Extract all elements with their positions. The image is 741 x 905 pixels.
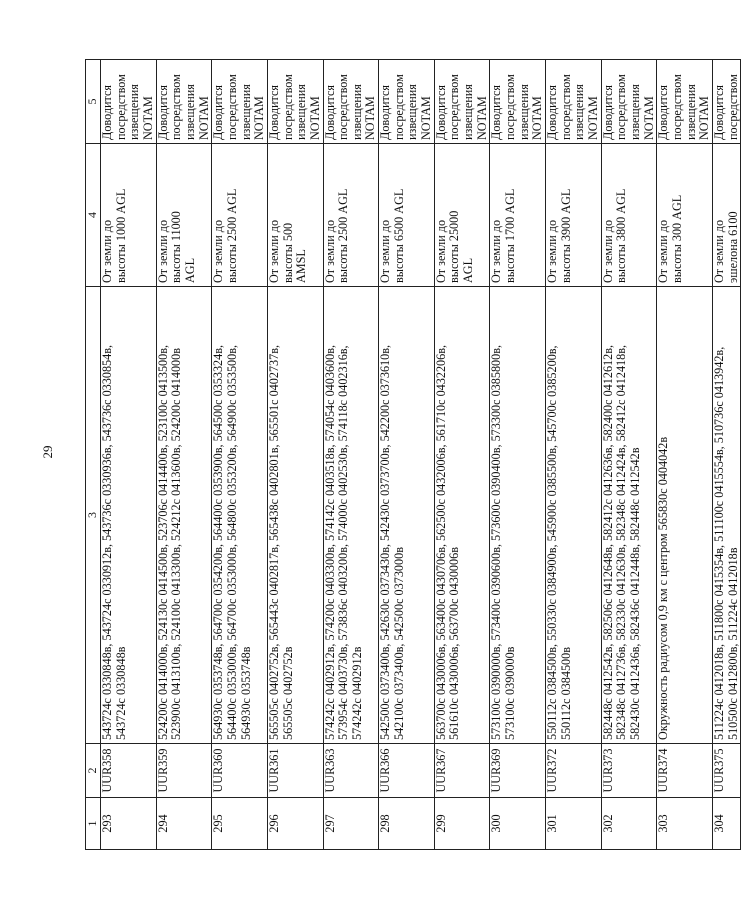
altitude-limit-line: высоты 11000 (169, 211, 184, 283)
notes-line: посредством (280, 74, 295, 140)
notes-line: Доводится (545, 84, 559, 140)
notes-line: Доводится (322, 84, 337, 140)
coordinates-line: Окружность радиусом 0,9 км с центром 565830c 0404042в (656, 436, 671, 740)
notes-line: Доводится (600, 84, 615, 140)
column-header: 1 (86, 798, 101, 850)
notes-line: посредством (447, 74, 462, 140)
coordinates-line: 542500c 0373400в, 542630c 0373430в, 542430c 0373700в, 542200c 0373610в, (378, 344, 393, 740)
altitude-limit-cell (323, 144, 379, 287)
notes-line: извещения NOTAM (127, 84, 155, 140)
zone-code-cell: UUR358 (101, 744, 157, 798)
notes-cell (156, 60, 212, 144)
table-row (156, 60, 212, 850)
notes-cell (379, 60, 435, 144)
notes-line: посредством (391, 74, 406, 140)
coordinates-line: 561610c 0430006в, 563700c 0430006в (447, 547, 462, 740)
table-row (490, 60, 546, 850)
row-number-cell: 302 (601, 798, 657, 850)
notes-line: извещения NOTAM (405, 84, 434, 140)
coordinates-line: 563700c 0430006в, 563400c 0430706в, 562500c 0432006в, 561710c 0432206в, (433, 344, 448, 740)
coordinates-line: 582348c 0412736в, 582330c 0412630в, 582348c 0412424в, 582412c 0412418в, (614, 344, 629, 740)
altitude-limit-line: От земли до (433, 219, 448, 283)
coordinates-line: 565505c 0402752в, 565443c 0402817в, 565438c 0402801в, 565501c 0402737в, (266, 344, 281, 740)
coordinates-cell (712, 287, 740, 744)
coordinates-line: 543724c 0330848в, 543724c 0330912в, 543736c 0330936в, 543736c 0330854в, (100, 344, 114, 740)
altitude-limit-line: От земли до (100, 219, 114, 283)
altitude-limit-cell (657, 144, 713, 287)
table-row (657, 60, 713, 850)
altitude-limit-line: AGL (182, 257, 197, 283)
altitude-limit-line: высоты 300 AGL (669, 194, 684, 283)
notes-line: посредством (113, 74, 128, 140)
zone-code-cell: UUR367 (434, 744, 490, 798)
notes-line: извещения NOTAM (461, 84, 489, 140)
coordinates-cell (657, 287, 713, 744)
notes-line: посредством (725, 74, 740, 140)
zone-code-cell: UUR366 (379, 744, 435, 798)
table-row (601, 60, 657, 850)
coordinates-line: 573954c 0403730в, 573836c 0403200в, 574000c 0402530в, 574118c 0402316в, (336, 345, 351, 740)
notes-line: Доводится (656, 84, 671, 140)
notes-cell (323, 60, 379, 144)
row-number-cell: 293 (101, 798, 157, 850)
notes-cell (101, 60, 157, 144)
zone-code-cell: UUR373 (601, 744, 657, 798)
notes-line: извещения NOTAM (349, 84, 378, 140)
notes-line: посредством (336, 74, 351, 140)
coordinates-cell (601, 287, 657, 744)
notes-cell (490, 60, 546, 144)
coordinates-line: 564930c 0353748в (238, 646, 253, 740)
altitude-limit-line: От земли до (600, 219, 615, 283)
column-header: 2 (86, 744, 101, 798)
notes-cell (267, 60, 323, 144)
altitude-limit-cell (379, 144, 435, 287)
coordinates-line: 582448c 0412542в, 582506c 0412648в, 582412c 0412636в, 582400c 0412612в, (600, 344, 615, 740)
altitude-limit-line: От земли до (322, 219, 337, 283)
altitude-limit-line: высоты 3900 AGL (558, 188, 573, 283)
coordinates-line: 523900c 0413100в, 524100c 0413300в, 524212c 0413600в, 524200c 0414000в (169, 348, 184, 740)
zone-code-cell: UUR359 (156, 744, 212, 798)
coordinates-line: 564400c 0353000в, 564700c 0353000в, 564800c 0353200в, 564900c 0353500в, (224, 344, 239, 740)
row-number-cell: 303 (657, 798, 713, 850)
table-row (267, 60, 323, 850)
row-number-cell: 298 (379, 798, 435, 850)
table-row (546, 60, 602, 850)
altitude-limit-line: От земли до (711, 219, 726, 283)
table-row (323, 60, 379, 850)
notes-cell (712, 60, 740, 144)
coordinates-cell (546, 287, 602, 744)
coordinates-line: 574242c 0402912в (349, 646, 364, 740)
coordinates-cell (379, 287, 435, 744)
column-header: 3 (86, 287, 101, 744)
altitude-limit-cell (712, 144, 740, 287)
notes-line: посредством (169, 74, 184, 140)
notes-cell (546, 60, 602, 144)
row-number-cell: 295 (212, 798, 268, 850)
notes-line: извещения NOTAM (182, 84, 211, 140)
zone-code-cell: UUR375 (712, 744, 740, 798)
column-number-row (86, 60, 101, 850)
coordinates-line: 550112c 0384500в (558, 647, 573, 740)
coordinates-line: 543724c 0330848в (113, 646, 128, 740)
altitude-limit-line: AMSL (294, 249, 309, 283)
altitude-limit-line: От земли до (266, 219, 281, 283)
altitude-limit-line: От земли до (155, 219, 170, 283)
row-number-cell: 300 (490, 798, 546, 850)
coordinates-line: 574242c 0402912в, 574200c 0403300в, 574142c 0403518в, 574054c 0403600в, (322, 344, 337, 740)
notes-line: Доводится (155, 84, 170, 140)
notes-line: Доводится (378, 84, 393, 140)
document-page (85, 60, 740, 850)
coordinates-line: 564930c 0353748в, 564700c 0354200в, 564400c 0353900в, 564500c 0353324в, (211, 344, 226, 740)
notes-cell (434, 60, 490, 144)
notes-line: Доводится (211, 84, 226, 140)
table-row (212, 60, 268, 850)
table-row (379, 60, 435, 850)
notes-line: извещения NOTAM (516, 84, 545, 140)
altitude-limit-line: высоты 6500 AGL (391, 188, 406, 283)
altitude-limit-cell (101, 144, 157, 287)
zone-code-cell: UUR372 (546, 744, 602, 798)
altitude-limit-line: эшелона 6100 (725, 211, 740, 283)
altitude-limit-line: От земли до (489, 219, 504, 283)
coordinates-line: 542100c 0373400в, 542500c 0373000в (391, 547, 406, 740)
table-row (101, 60, 157, 850)
coordinates-line: 565505c 0402752в (280, 646, 295, 740)
row-number-cell: 304 (712, 798, 740, 850)
notes-line: посредством (224, 74, 239, 140)
notes-line: извещения NOTAM (683, 84, 712, 140)
coordinates-line: 510500c 0412800в, 511224c 0412018в (725, 547, 740, 740)
altitude-limit-line: От земли до (656, 219, 671, 283)
coordinates-line: 550112c 0384500в, 550330c 0384900в, 545900c 0385500в, 545700c 0385200в, (545, 345, 559, 740)
restricted-areas-table (85, 59, 741, 850)
altitude-limit-line: От земли до (378, 219, 393, 283)
altitude-limit-line: От земли до (211, 219, 226, 283)
rotated-table-wrapper (85, 60, 740, 850)
coordinates-cell (267, 287, 323, 744)
notes-cell (601, 60, 657, 144)
table-row (434, 60, 490, 850)
altitude-limit-cell (601, 144, 657, 287)
altitude-limit-line: высоты 1000 AGL (113, 188, 128, 283)
notes-line: посредством (669, 74, 684, 140)
coordinates-line: 524200c 0414000в, 524130c 0414500в, 523706c 0414400в, 523100c 0413500в, (155, 344, 170, 740)
zone-code-cell: UUR369 (490, 744, 546, 798)
table-body (101, 60, 741, 850)
notes-line: извещения NOTAM (238, 84, 267, 140)
notes-cell (212, 60, 268, 144)
altitude-limit-line: высоты 2500 AGL (224, 188, 239, 283)
zone-code-cell: UUR360 (212, 744, 268, 798)
coordinates-cell (490, 287, 546, 744)
notes-line: извещения NOTAM (572, 84, 600, 140)
row-number-cell: 299 (434, 798, 490, 850)
column-header: 5 (86, 60, 101, 144)
notes-line: посредством (558, 74, 573, 140)
row-number-cell: 294 (156, 798, 212, 850)
coordinates-line: 573100c 0390000в (503, 646, 518, 740)
altitude-limit-line: От земли до (545, 219, 559, 283)
altitude-limit-cell (156, 144, 212, 287)
coordinates-cell (323, 287, 379, 744)
notes-line: Доводится (711, 84, 726, 140)
notes-line: извещения NOTAM (627, 84, 656, 140)
coordinates-cell (434, 287, 490, 744)
notes-cell (657, 60, 713, 144)
row-number-cell: 296 (267, 798, 323, 850)
page-number: 29 (40, 445, 55, 459)
coordinates-cell (101, 287, 157, 744)
zone-code-cell: UUR361 (267, 744, 323, 798)
notes-line: извещения NOTAM (294, 84, 322, 140)
altitude-limit-cell (546, 144, 602, 287)
row-number-cell: 301 (546, 798, 602, 850)
notes-line: Доводится (489, 84, 504, 140)
altitude-limit-line: высоты 3800 AGL (614, 188, 629, 283)
table-row (712, 60, 740, 850)
coordinates-line: 511224c 0412018в, 511800c 0415354в, 511100c 0415554в, 510736c 0413942в, (711, 346, 726, 740)
altitude-limit-line: высоты 500 (280, 222, 295, 283)
zone-code-cell: UUR374 (657, 744, 713, 798)
altitude-limit-cell (434, 144, 490, 287)
notes-line: посредством (614, 74, 629, 140)
notes-line: посредством (503, 74, 518, 140)
altitude-limit-line: высоты 1700 AGL (503, 188, 518, 283)
coordinates-line: 582430c 0412436в, 582436c 0412448в, 582448c 0412542в (627, 447, 642, 740)
coordinates-line: 573100c 0390000в, 573400c 0390600в, 573600c 0390400в, 573300c 0385800в, (489, 344, 504, 740)
zone-code-cell: UUR363 (323, 744, 379, 798)
altitude-limit-line: высоты 2500 AGL (336, 188, 351, 283)
altitude-limit-line: AGL (461, 257, 476, 283)
altitude-limit-cell (267, 144, 323, 287)
notes-line: Доводится (266, 84, 281, 140)
notes-line: Доводится (100, 84, 114, 140)
notes-line: Доводится (433, 84, 448, 140)
altitude-limit-line: высоты 25000 (447, 210, 462, 283)
column-header: 4 (86, 144, 101, 287)
coordinates-cell (212, 287, 268, 744)
altitude-limit-cell (212, 144, 268, 287)
row-number-cell: 297 (323, 798, 379, 850)
altitude-limit-cell (490, 144, 546, 287)
coordinates-cell (156, 287, 212, 744)
